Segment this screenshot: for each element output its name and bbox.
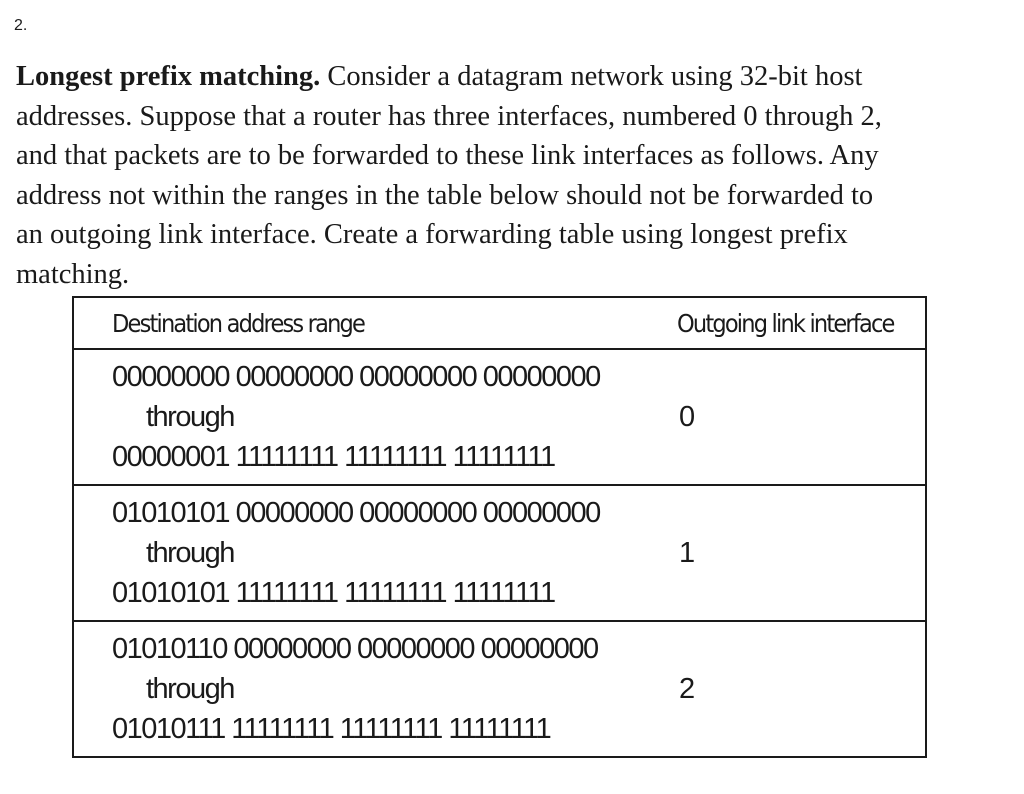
table-row <box>73 485 926 621</box>
range-cell <box>73 485 677 621</box>
range-through: through <box>146 537 234 569</box>
header-outgoing-interface: Outgoing link interface <box>677 297 926 349</box>
interface-cell <box>677 621 926 757</box>
table-header-row <box>73 297 926 349</box>
interface-value: 1 <box>679 536 696 569</box>
problem-text: and that packets are to be forwarded to these link interfaces as follows. Any <box>16 140 879 171</box>
range-end: 00000001 11111111 11111111 11111111 <box>112 441 555 473</box>
range-end: 01010111 11111111 11111111 11111111 <box>112 713 551 745</box>
problem-text: addresses. Suppose that a router has three interfaces, numbered 0 through 2, <box>16 100 882 132</box>
problem-text: an outgoing link interface. Create a forwarding table using longest prefix <box>16 219 848 250</box>
range-start: 00000000 00000000 00000000 00000000 <box>112 361 600 393</box>
forwarding-table <box>72 296 927 758</box>
range-start: 01010101 00000000 00000000 00000000 <box>112 497 600 529</box>
header-destination-range: Destination address range <box>73 297 677 349</box>
problem-title: Longest prefix matching. <box>16 61 321 92</box>
range-through: through <box>146 673 234 705</box>
interface-value: 2 <box>679 672 696 705</box>
interface-cell <box>677 485 926 621</box>
problem-text: Consider a datagram network using 32-bit host <box>320 61 863 92</box>
range-end: 01010101 11111111 11111111 11111111 <box>112 577 555 609</box>
range-start: 01010110 00000000 00000000 00000000 <box>112 633 598 665</box>
interface-cell <box>677 349 926 485</box>
problem-line-1 <box>16 57 1016 97</box>
table-row <box>73 621 926 757</box>
problem-text: address not within the ranges in the table below should not be forwarded to <box>16 179 874 211</box>
problem-statement <box>16 57 1016 294</box>
range-through: through <box>146 401 234 433</box>
range-cell <box>73 621 677 757</box>
range-cell <box>73 349 677 485</box>
table-row <box>73 349 926 485</box>
interface-value: 0 <box>679 400 696 433</box>
question-number: 2. <box>14 17 28 34</box>
problem-text: matching. <box>16 258 130 290</box>
